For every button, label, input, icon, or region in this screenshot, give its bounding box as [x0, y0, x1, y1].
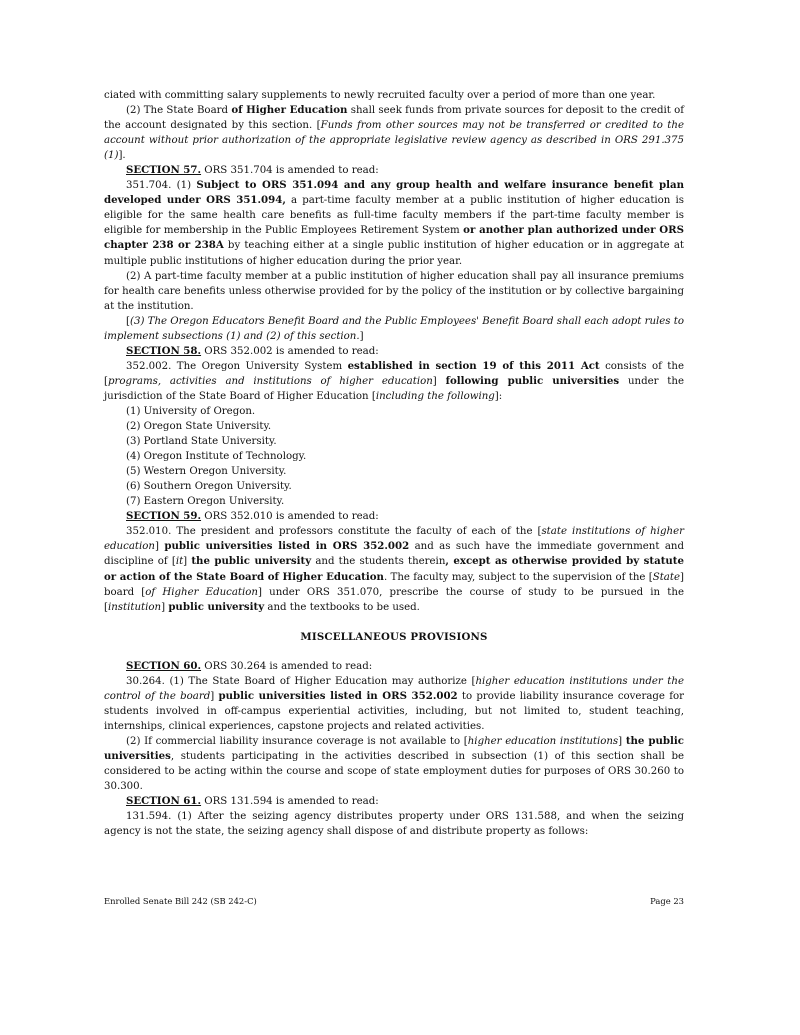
italic-deleted-text: of Higher Education: [145, 586, 258, 598]
paragraph-352-002: [104, 359, 684, 404]
text-run: to provide liability insurance coverage for students involved in off-campus experiential activities, including, but not limited to, student teaching, internships, clinical experiences, capstone projects and related activities.: [104, 690, 684, 732]
list-item: (1) University of Oregon.: [126, 405, 256, 417]
text-run: and as such have the immediate government and discipline of [: [104, 541, 684, 568]
text-run: ]: [210, 690, 219, 702]
text-run: . The faculty may, subject to the supervision of the [: [383, 571, 653, 583]
list-item: (3) Portland State University.: [126, 436, 277, 448]
text-run: ORS 30.264 is amended to read:: [201, 660, 373, 672]
list-item: (6) Southern Oregon University.: [126, 481, 292, 493]
text-run: shall seek funds from private sources for deposit to the credit of the account designated by this section. [: [104, 105, 685, 132]
italic-deleted-text: including the following: [375, 390, 495, 402]
miscellaneous-provisions-heading: MISCELLANEOUS PROVISIONS: [300, 630, 488, 643]
text-run: ]: [359, 330, 364, 342]
text-run: ]: [161, 601, 169, 613]
section-label: SECTION 57.: [126, 164, 202, 177]
footer-page-number: Page 23: [650, 896, 684, 906]
section-58-heading: [104, 344, 684, 359]
text-run: , students participating in the activities described in subsection (1) of this section shall be considered to be acting within the course and scope of state employment duties for purposes of ORS 30.260 to 30.300.: [104, 750, 684, 793]
text-run: 352.002. The Oregon University System: [126, 360, 348, 372]
section-label: SECTION 59.: [126, 510, 202, 523]
text-run: under the jurisdiction of the State Board of Higher Education [: [104, 375, 684, 402]
text-run: ORS 352.002 is amended to read:: [201, 345, 379, 357]
paragraph-continuation: [104, 88, 684, 103]
italic-deleted-text: programs, activities and institutions of higher education: [107, 375, 433, 387]
text-run: ] under ORS 351.070, prescribe the course of study to be pursued in the [: [104, 586, 684, 613]
italic-deleted-text: it: [175, 556, 184, 568]
text-run: and the students therein: [311, 556, 446, 568]
list-item: (7) Eastern Oregon University.: [126, 496, 285, 508]
paragraph-351-704-2: [104, 269, 684, 314]
university-list: [104, 404, 684, 509]
text-run: ]: [618, 735, 626, 747]
italic-deleted-text: state institutions of higher education: [104, 526, 684, 553]
text-run: 30.264. (1) The State Board of Higher Education may authorize [: [126, 675, 476, 687]
text-run: (2) If commercial liability insurance coverage is not available to [: [126, 735, 468, 747]
paragraph-351-704-3-deleted: [104, 314, 684, 344]
italic-deleted-text: Funds from other sources may not be transferred or credited to the account without prior authorization of the appropriate legislative review agency as described in ORS 291.375 (1): [104, 120, 684, 162]
italic-deleted-text: (3) The Oregon Educators Benefit Board and the Public Employees' Benefit Board shall each adopt rules to implement subsections (1) and (2) of this section.: [104, 315, 684, 342]
paragraph-2-board-funds: [104, 103, 684, 163]
paragraph-351-704-1: [104, 178, 684, 268]
text-run: ]: [183, 556, 192, 568]
bold-inserted-text: following public universities: [445, 374, 620, 387]
section-label: SECTION 61.: [126, 795, 202, 808]
list-item: (5) Western Oregon University.: [126, 466, 287, 478]
paragraph-352-010: [104, 524, 684, 614]
bold-inserted-text: established in section 19 of this 2011 Act: [347, 359, 600, 372]
text-run: ORS 352.010 is amended to read:: [201, 511, 379, 523]
text-run: a part-time faculty member at a public institution of higher education is eligible for the same health care benefits as full-time faculty members if the part-time faculty member is eligible for membership in the Public Employees Retirement System: [104, 195, 684, 237]
italic-deleted-text: institution: [107, 601, 162, 613]
italic-deleted-text: State: [652, 571, 681, 583]
text-run: (2) The State Board: [126, 105, 232, 117]
text-run: and the textbooks to be used.: [264, 601, 420, 613]
text-run: ]: [432, 375, 446, 387]
bold-inserted-text: Subject to ORS 351.094 and any group health and welfare insurance benefit plan developed under ORS 351.094,: [104, 179, 684, 207]
text-run: by teaching either at a single public institution of higher education or in aggregate at multiple public institutions of higher education during the prior year.: [104, 240, 684, 267]
text-run: ]:: [494, 390, 503, 402]
section-label: SECTION 58.: [126, 344, 202, 357]
bold-inserted-text: or another plan authorized under ORS chapter 238 or 238A: [104, 224, 684, 252]
bold-inserted-text: , except as otherwise provided by statute or action of the State Board of Higher Education: [104, 555, 684, 583]
paragraph-30-264-2: [104, 734, 684, 794]
section-57-heading: [104, 163, 684, 178]
list-item: (4) Oregon Institute of Technology.: [126, 451, 307, 463]
text-run: (2) A part-time faculty member at a public institution of higher education shall pay all insurance premiums for health care benefits unless otherwise provided for by the policy of the institution or by collective bargaining at the institution.: [104, 270, 684, 312]
bold-inserted-text: the public university: [191, 555, 312, 568]
text-run: ] board [: [104, 571, 684, 598]
text-run: ].: [118, 150, 126, 162]
italic-deleted-text: higher education institutions under the control of the board: [104, 675, 684, 702]
document-body: [104, 88, 684, 839]
text-run: 352.010. The president and professors constitute the faculty of each of the [: [126, 526, 542, 538]
text-run: ORS 351.704 is amended to read:: [201, 165, 379, 177]
bold-inserted-text: public university: [168, 600, 265, 613]
text-run: 131.594. (1) After the seizing agency distributes property under ORS 131.588, and when the seizing agency is not the state, the seizing agency shall dispose of and distribute property as follows:: [104, 811, 684, 838]
text-run: consists of the [: [104, 360, 684, 387]
text-run: ]: [154, 541, 165, 553]
bold-inserted-text: the public universities: [104, 734, 684, 762]
bold-inserted-text: of Higher Education: [231, 104, 348, 117]
bold-inserted-text: public universities listed in ORS 352.002: [164, 540, 410, 553]
section-59-heading: [104, 509, 684, 524]
italic-deleted-text: higher education institutions: [467, 735, 619, 747]
footer-bill-name: Enrolled Senate Bill 242 (SB 242-C): [104, 896, 257, 906]
bold-inserted-text: public universities listed in ORS 352.002: [218, 689, 458, 702]
paragraph-131-594-1: [104, 809, 684, 839]
text-run: ciated with committing salary supplements to newly recruited faculty over a period of more than one year.: [104, 90, 656, 101]
section-60-heading: [104, 659, 684, 674]
section-label: SECTION 60.: [126, 659, 202, 672]
list-item: (2) Oregon State University.: [126, 421, 272, 433]
text-run: ORS 131.594 is amended to read:: [201, 796, 379, 808]
text-run: 351.704. (1): [126, 180, 197, 192]
section-61-heading: [104, 794, 684, 809]
text-run: [: [126, 315, 130, 327]
paragraph-30-264-1: [104, 674, 684, 734]
